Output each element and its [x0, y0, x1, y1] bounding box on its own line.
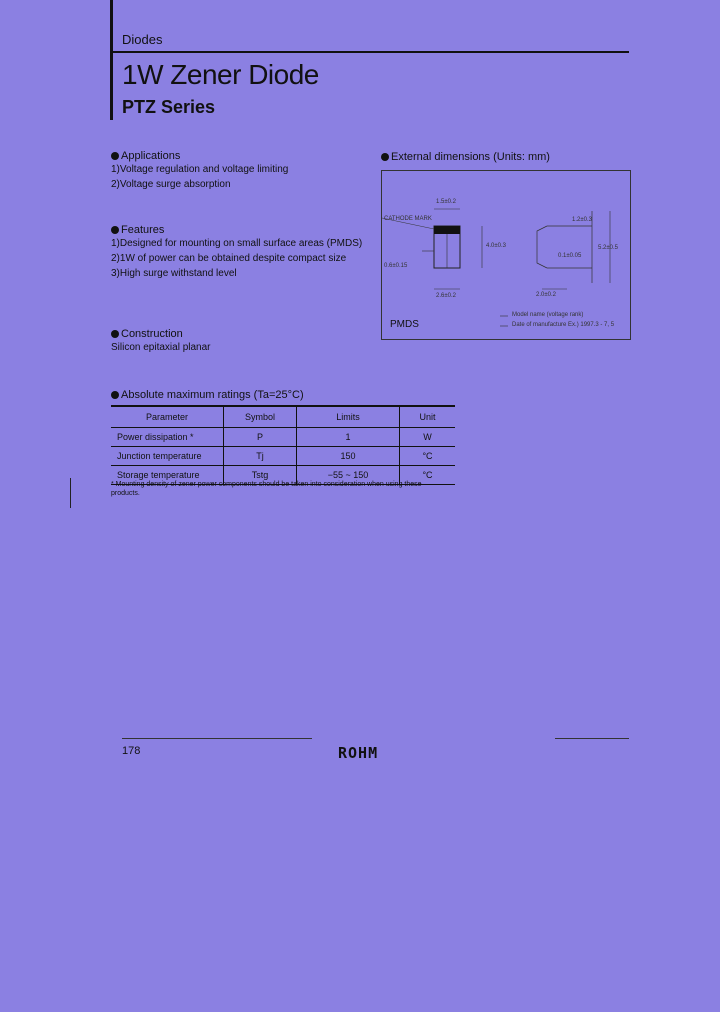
column-header: Limits — [297, 406, 400, 428]
note-model-name: Model name (voltage rank) — [512, 312, 584, 318]
ratings-footnote: * Mounting density of zener power components should be taken into consideration when using these products. — [111, 481, 422, 497]
cell-parameter: Storage temperature — [111, 466, 224, 485]
column-header: Unit — [400, 406, 456, 428]
footer-rule-left — [122, 738, 312, 739]
cell-parameter: Power dissipation * — [111, 428, 224, 447]
ratings-heading-row — [111, 389, 304, 401]
applications-section — [111, 150, 288, 192]
bullet-icon — [111, 391, 119, 399]
table-row — [111, 447, 455, 466]
features-heading: Features — [121, 224, 165, 236]
cell-symbol: Tstg — [224, 466, 297, 485]
ratings-table — [111, 405, 455, 485]
list-item: 1)Voltage regulation and voltage limiting — [111, 164, 289, 175]
bullet-icon — [381, 153, 389, 161]
rohm-logo: ROHM — [338, 744, 379, 762]
table-header-row — [111, 406, 455, 428]
applications-heading: Applications — [121, 150, 181, 162]
dim-top: 1.5±0.2 — [436, 199, 456, 205]
cell-symbol: P — [224, 428, 297, 447]
cell-symbol: Tj — [224, 447, 297, 466]
cell-limits: 1 — [297, 428, 400, 447]
ratings-heading: Absolute maximum ratings (Ta=25°C) — [121, 389, 304, 401]
header-vertical-bar — [110, 0, 113, 120]
series-title: PTZ Series — [122, 97, 216, 117]
dim-bottom: 2.6±0.2 — [436, 293, 456, 299]
page-number: 178 — [122, 745, 141, 757]
dim-bottom-right: 2.0±0.2 — [536, 292, 556, 298]
column-header: Parameter — [111, 406, 224, 428]
category-label: Diodes — [122, 32, 163, 47]
footer-rule-right — [555, 738, 629, 739]
cathode-band — [434, 226, 460, 234]
bullet-icon — [111, 152, 119, 160]
dim-right-height: 5.2±0.5 — [598, 245, 618, 251]
dim-left: 0.6±0.15 — [384, 263, 408, 269]
features-section — [111, 224, 362, 281]
dim-lead-height: 1.2±0.3 — [572, 217, 592, 223]
bullet-icon — [111, 330, 119, 338]
package-name: PMDS — [390, 319, 419, 330]
cell-unit: °C — [400, 447, 456, 466]
header-rule — [110, 51, 629, 53]
list-item: 2)Voltage surge absorption — [111, 179, 231, 190]
margin-mark — [70, 478, 71, 508]
cell-limits: 150 — [297, 447, 400, 466]
cathode-label: CATHODE MARK — [384, 216, 432, 222]
cell-unit: °C — [400, 466, 456, 485]
cell-unit: W — [400, 428, 456, 447]
dim-lead-width: 0.1±0.05 — [558, 253, 582, 259]
table-row — [111, 428, 455, 447]
list-item: 3)High surge withstand level — [111, 268, 237, 279]
package-drawing — [382, 171, 630, 339]
cell-limits: −55 ~ 150 — [297, 466, 400, 485]
construction-section — [111, 328, 211, 355]
dim-body-height: 4.0±0.3 — [486, 243, 506, 249]
side-view-outline — [537, 226, 547, 268]
cell-parameter: Junction temperature — [111, 447, 224, 466]
column-header: Symbol — [224, 406, 297, 428]
construction-heading: Construction — [121, 328, 183, 340]
bullet-icon — [111, 226, 119, 234]
dimensions-heading: External dimensions (Units: mm) — [391, 151, 550, 163]
dimensions-heading-row — [381, 151, 550, 163]
list-item: 1)Designed for mounting on small surface areas (PMDS) — [111, 238, 363, 249]
list-item: 2)1W of power can be obtained despite compact size — [111, 253, 347, 264]
construction-text: Silicon epitaxial planar — [111, 342, 211, 353]
note-date: Date of manufacture Ex.) 1997.3 - 7, 5 — [512, 322, 615, 328]
dimensions-diagram — [381, 170, 631, 340]
page-title: 1W Zener Diode — [122, 59, 319, 90]
